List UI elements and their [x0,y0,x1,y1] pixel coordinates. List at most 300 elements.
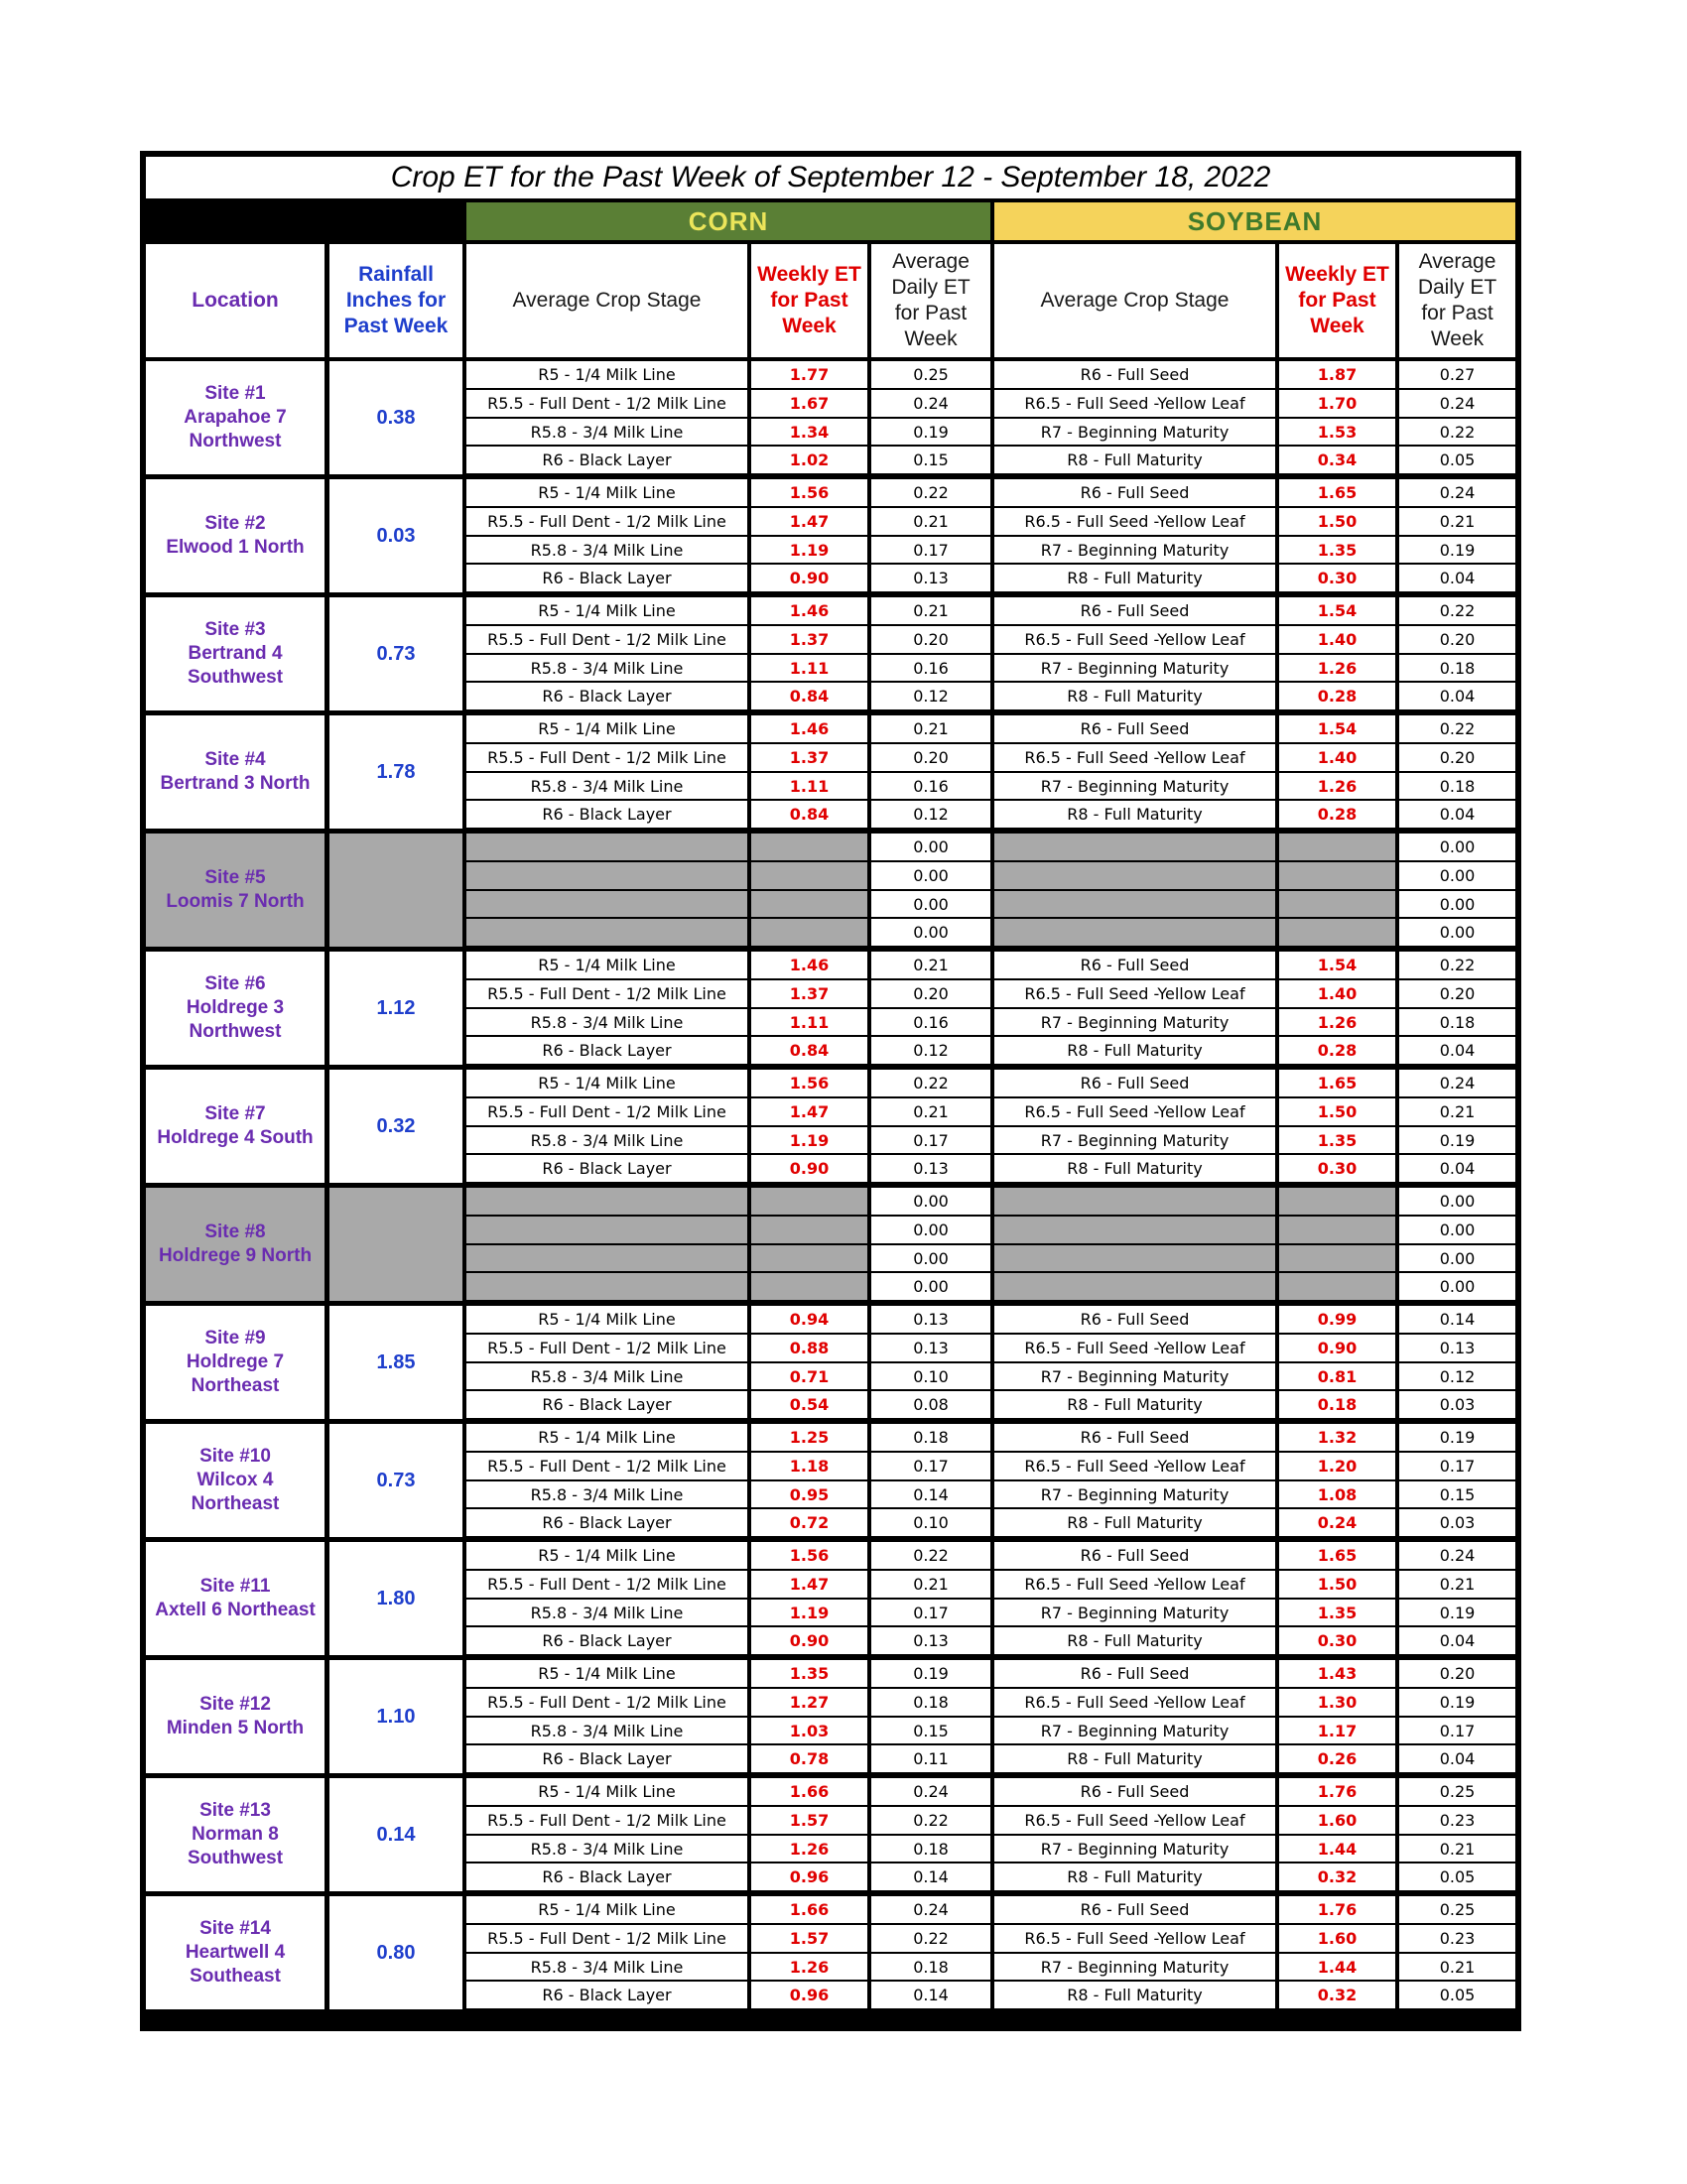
site-name-line: Site #8 [204,1221,266,1242]
corn-weekly-et-cell: 1.11 [751,773,867,799]
corn-weekly-et-cell: 1.56 [751,1070,867,1096]
soy-stage-cell [994,1273,1275,1300]
corn-stage-cell: R5.8 - 3/4 Milk Line [466,1363,747,1389]
corn-daily-et-cell: 0.24 [871,390,990,417]
corn-stage-cell: R6 - Black Layer [466,1627,747,1654]
soy-daily-et-cell: 0.00 [1399,1273,1515,1300]
corn-weekly-et-cell: 1.47 [751,1571,867,1598]
corn-daily-et-cell: 0.10 [871,1509,990,1536]
corn-weekly-et-cell: 1.26 [751,1954,867,1980]
soy-daily-et-cell: 0.25 [1399,1778,1515,1805]
soy-weekly-et-cell: 0.81 [1279,1363,1395,1389]
site-rainfall: 1.85 [329,1306,462,1419]
corn-weekly-et-cell: 1.46 [751,715,867,742]
corn-weekly-et-cell: 0.90 [751,1155,867,1182]
soy-weekly-et-cell: 1.26 [1279,1009,1395,1035]
soy-stage-cell: R7 - Beginning Maturity [994,655,1275,681]
corn-weekly-et-cell: 1.19 [751,1127,867,1153]
soy-stage-cell [994,1188,1275,1215]
soy-daily-et-cell: 0.24 [1399,1070,1515,1096]
corn-daily-et-cell: 0.17 [871,1600,990,1625]
soy-stage-cell: R6 - Full Seed [994,715,1275,742]
corn-daily-et-cell: 0.22 [871,1807,990,1834]
corn-weekly-et-cell: 0.90 [751,565,867,591]
soy-stage-cell: R7 - Beginning Maturity [994,1009,1275,1035]
corn-daily-et-cell: 0.19 [871,419,990,445]
corn-stage-cell: R5.5 - Full Dent - 1/2 Milk Line [466,1571,747,1598]
corn-weekly-et-cell: 1.37 [751,744,867,771]
site-rainfall: 1.78 [329,715,462,829]
site-name-line: Site #2 [204,513,266,534]
soy-stage-cell: R6 - Full Seed [994,1778,1275,1805]
soy-stage-cell [994,1217,1275,1243]
corn-weekly-et-cell: 0.54 [751,1391,867,1418]
corn-daily-et-cell: 0.20 [871,626,990,653]
corn-weekly-et-cell: 1.37 [751,980,867,1007]
soy-daily-et-cell: 0.14 [1399,1306,1515,1333]
corn-weekly-et-cell: 1.18 [751,1453,867,1479]
corn-daily-et-cell: 0.12 [871,1037,990,1064]
corn-weekly-et-cell [751,919,867,946]
corn-weekly-et-cell [751,1217,867,1243]
soy-weekly-et-cell [1279,862,1395,889]
corn-stage-cell: R5 - 1/4 Milk Line [466,361,747,388]
corn-weekly-et-cell [751,834,867,860]
soy-weekly-et-cell: 0.32 [1279,1863,1395,1890]
site-location [146,1070,324,1183]
corn-daily-et-cell: 0.10 [871,1363,990,1389]
soy-weekly-et-cell [1279,1273,1395,1300]
soy-weekly-et-cell: 1.65 [1279,479,1395,506]
soy-weekly-et-cell: 0.30 [1279,1627,1395,1654]
soy-weekly-et-cell: 0.90 [1279,1335,1395,1361]
site-name-line: Site #4 [204,749,266,770]
soy-stage-cell: R7 - Beginning Maturity [994,1954,1275,1980]
corn-weekly-et-cell: 0.95 [751,1481,867,1507]
corn-stage-cell: R5.5 - Full Dent - 1/2 Milk Line [466,980,747,1007]
soy-weekly-et-cell: 1.40 [1279,744,1395,771]
corn-stage-cell: R5.8 - 3/4 Milk Line [466,1127,747,1153]
corn-stage-cell: R6 - Black Layer [466,801,747,828]
site-name-line: Bertrand 3 North [160,773,311,794]
corn-weekly-et-cell: 1.03 [751,1718,867,1743]
corn-daily-et-cell: 0.20 [871,744,990,771]
soy-stage-cell: R6 - Full Seed [994,479,1275,506]
corn-weekly-et-cell: 1.47 [751,508,867,535]
soy-stage-cell: R6 - Full Seed [994,1896,1275,1923]
soy-stage-cell: R6 - Full Seed [994,597,1275,624]
corn-stage-cell: R5 - 1/4 Milk Line [466,1070,747,1096]
site-location [146,1188,324,1301]
corn-stage-cell: R5.8 - 3/4 Milk Line [466,655,747,681]
corn-daily-et-cell: 0.00 [871,891,990,917]
corn-stage-cell: R5.8 - 3/4 Milk Line [466,1481,747,1507]
soy-weekly-et-cell: 1.26 [1279,655,1395,681]
corn-daily-et-cell: 0.17 [871,537,990,563]
soy-daily-et-cell: 0.04 [1399,1037,1515,1064]
corn-weekly-et-cell [751,1188,867,1215]
soy-weekly-et-cell: 1.40 [1279,980,1395,1007]
soy-stage-cell: R6 - Full Seed [994,952,1275,978]
soy-daily-et-cell: 0.00 [1399,1245,1515,1271]
corn-daily-et-cell: 0.21 [871,952,990,978]
soy-daily-et-cell: 0.18 [1399,1009,1515,1035]
site-location [146,952,324,1065]
corn-daily-et-cell: 0.21 [871,715,990,742]
site-rainfall: 0.80 [329,1896,462,2009]
corn-weekly-et-cell: 0.84 [751,1037,867,1064]
soy-weekly-et-cell: 1.44 [1279,1954,1395,1980]
soy-stage-cell: R7 - Beginning Maturity [994,1363,1275,1389]
corn-daily-et-cell: 0.22 [871,479,990,506]
soy-weekly-et-cell: 1.44 [1279,1836,1395,1862]
corn-daily-et-cell: 0.00 [871,1188,990,1215]
soy-stage-cell: R6 - Full Seed [994,1306,1275,1333]
soy-daily-et-cell: 0.13 [1399,1335,1515,1361]
corn-stage-cell: R5.5 - Full Dent - 1/2 Milk Line [466,1453,747,1479]
site-rainfall [329,834,462,947]
corn-weekly-et-cell: 1.66 [751,1778,867,1805]
site-name-line: Arapahoe 7 [184,407,287,428]
table-title: Crop ET for the Past Week of September 12 - September 18, 2022 [146,157,1515,198]
soy-weekly-et-cell: 1.35 [1279,537,1395,563]
corn-daily-et-cell: 0.21 [871,1098,990,1125]
corn-weekly-et-cell: 1.34 [751,419,867,445]
corn-daily-et-cell: 0.22 [871,1070,990,1096]
corn-stage-cell: R5 - 1/4 Milk Line [466,1306,747,1333]
soy-daily-et-cell: 0.00 [1399,834,1515,860]
site-name-line: Holdrege 9 North [158,1245,313,1266]
corn-stage-cell: R5.8 - 3/4 Milk Line [466,419,747,445]
site-name-line: Northeast [191,1375,280,1396]
header-location: Location [146,244,324,357]
site-name-line: Southwest [187,667,284,688]
corn-daily-et-cell: 0.12 [871,801,990,828]
soy-daily-et-cell: 0.12 [1399,1363,1515,1389]
soy-weekly-et-cell: 0.30 [1279,1155,1395,1182]
corn-stage-cell: R5.5 - Full Dent - 1/2 Milk Line [466,1689,747,1716]
corn-weekly-et-cell: 0.84 [751,801,867,828]
soy-daily-et-cell: 0.25 [1399,1896,1515,1923]
corn-daily-et-cell: 0.13 [871,1335,990,1361]
soy-weekly-et-cell [1279,834,1395,860]
corn-stage-cell: R5 - 1/4 Milk Line [466,952,747,978]
soy-weekly-et-cell: 1.35 [1279,1600,1395,1625]
soy-daily-et-cell: 0.04 [1399,801,1515,828]
corn-weekly-et-cell: 0.96 [751,1863,867,1890]
soy-stage-cell: R6.5 - Full Seed -Yellow Leaf [994,1925,1275,1952]
site-name-line: Site #14 [199,1918,271,1939]
soy-weekly-et-cell: 1.43 [1279,1660,1395,1687]
soy-daily-et-cell: 0.18 [1399,773,1515,799]
corn-weekly-et-cell [751,1273,867,1300]
soy-daily-et-cell: 0.20 [1399,1660,1515,1687]
site-rainfall: 0.38 [329,361,462,474]
corn-stage-cell: R5.5 - Full Dent - 1/2 Milk Line [466,390,747,417]
soy-stage-cell: R6.5 - Full Seed -Yellow Leaf [994,1098,1275,1125]
corn-daily-et-cell: 0.22 [871,1542,990,1569]
soy-daily-et-cell: 0.20 [1399,744,1515,771]
corn-stage-cell [466,834,747,860]
corn-group-header: CORN [466,202,990,240]
corn-stage-cell: R5.5 - Full Dent - 1/2 Milk Line [466,508,747,535]
corn-stage-cell: R5.5 - Full Dent - 1/2 Milk Line [466,1807,747,1834]
soy-weekly-et-cell: 1.70 [1279,390,1395,417]
soy-stage-cell [994,891,1275,917]
soy-daily-et-cell: 0.22 [1399,952,1515,978]
soy-weekly-et-cell: 1.53 [1279,419,1395,445]
soy-daily-et-cell: 0.19 [1399,537,1515,563]
corn-daily-et-cell: 0.15 [871,1718,990,1743]
corn-weekly-et-cell: 1.02 [751,447,867,473]
soy-weekly-et-cell [1279,1245,1395,1271]
corn-stage-cell [466,1188,747,1215]
corn-weekly-et-cell: 1.56 [751,479,867,506]
soy-daily-et-cell: 0.19 [1399,1600,1515,1625]
soy-daily-et-cell: 0.23 [1399,1807,1515,1834]
corn-stage-cell [466,1245,747,1271]
header-soy-weekly-et: Weekly ET for Past Week [1279,244,1395,357]
header-rainfall: Rainfall Inches for Past Week [329,244,462,357]
soy-stage-cell: R8 - Full Maturity [994,565,1275,591]
soy-weekly-et-cell: 0.18 [1279,1391,1395,1418]
soy-daily-et-cell: 0.21 [1399,1836,1515,1862]
corn-weekly-et-cell: 0.96 [751,1982,867,2008]
soy-stage-cell: R8 - Full Maturity [994,683,1275,709]
corn-daily-et-cell: 0.00 [871,834,990,860]
site-name-line: Bertrand 4 [188,643,283,664]
soy-weekly-et-cell: 1.60 [1279,1925,1395,1952]
soy-stage-cell: R8 - Full Maturity [994,1391,1275,1418]
soy-weekly-et-cell: 0.26 [1279,1745,1395,1772]
soy-weekly-et-cell: 1.54 [1279,597,1395,624]
soy-weekly-et-cell: 1.65 [1279,1542,1395,1569]
corn-weekly-et-cell: 1.19 [751,1600,867,1625]
corn-stage-cell: R5.8 - 3/4 Milk Line [466,773,747,799]
corn-weekly-et-cell: 0.84 [751,683,867,709]
corn-weekly-et-cell: 1.46 [751,952,867,978]
corn-weekly-et-cell: 0.90 [751,1627,867,1654]
soy-daily-et-cell: 0.04 [1399,1745,1515,1772]
site-name-line: Elwood 1 North [166,537,305,558]
corn-daily-et-cell: 0.24 [871,1778,990,1805]
soy-daily-et-cell: 0.19 [1399,1424,1515,1451]
corn-daily-et-cell: 0.18 [871,1689,990,1716]
soy-stage-cell [994,1245,1275,1271]
soy-daily-et-cell: 0.00 [1399,862,1515,889]
soy-weekly-et-cell: 1.76 [1279,1778,1395,1805]
soy-daily-et-cell: 0.20 [1399,626,1515,653]
site-name-line: Site #3 [204,619,266,640]
soy-weekly-et-cell: 1.50 [1279,1098,1395,1125]
header-corn-stage: Average Crop Stage [466,244,747,357]
soy-daily-et-cell: 0.18 [1399,655,1515,681]
soy-weekly-et-cell: 1.08 [1279,1481,1395,1507]
soy-stage-cell: R8 - Full Maturity [994,1982,1275,2008]
corn-daily-et-cell: 0.12 [871,683,990,709]
soy-weekly-et-cell: 1.20 [1279,1453,1395,1479]
site-location [146,479,324,592]
site-location [146,361,324,474]
site-rainfall [329,1188,462,1301]
site-location [146,834,324,947]
soy-weekly-et-cell: 1.30 [1279,1689,1395,1716]
corn-daily-et-cell: 0.17 [871,1127,990,1153]
corn-stage-cell: R5.5 - Full Dent - 1/2 Milk Line [466,626,747,653]
soy-stage-cell: R8 - Full Maturity [994,1037,1275,1064]
site-location [146,597,324,710]
corn-weekly-et-cell: 0.88 [751,1335,867,1361]
corn-weekly-et-cell: 1.11 [751,1009,867,1035]
soy-stage-cell: R6 - Full Seed [994,1660,1275,1687]
corn-stage-cell: R5.8 - 3/4 Milk Line [466,537,747,563]
site-name-line: Site #11 [199,1576,271,1597]
corn-stage-cell: R6 - Black Layer [466,1982,747,2008]
soy-daily-et-cell: 0.21 [1399,1571,1515,1598]
corn-stage-cell: R5.5 - Full Dent - 1/2 Milk Line [466,1098,747,1125]
corn-daily-et-cell: 0.00 [871,1217,990,1243]
soy-daily-et-cell: 0.04 [1399,565,1515,591]
corn-daily-et-cell: 0.18 [871,1836,990,1862]
soy-stage-cell: R7 - Beginning Maturity [994,1836,1275,1862]
corn-daily-et-cell: 0.13 [871,1627,990,1654]
corn-daily-et-cell: 0.14 [871,1982,990,2008]
site-name-line: Site #7 [204,1103,266,1124]
soy-stage-cell: R6.5 - Full Seed -Yellow Leaf [994,626,1275,653]
soy-stage-cell: R6.5 - Full Seed -Yellow Leaf [994,1689,1275,1716]
site-rainfall: 0.73 [329,1424,462,1537]
corn-stage-cell: R5 - 1/4 Milk Line [466,597,747,624]
site-name-line: Site #10 [199,1446,271,1467]
corn-stage-cell [466,1217,747,1243]
site-name-line: Minden 5 North [166,1718,305,1738]
site-location [146,1306,324,1419]
corn-daily-et-cell: 0.21 [871,508,990,535]
corn-daily-et-cell: 0.25 [871,361,990,388]
corn-daily-et-cell: 0.13 [871,1306,990,1333]
corn-daily-et-cell: 0.21 [871,1571,990,1598]
corn-weekly-et-cell: 1.35 [751,1660,867,1687]
corn-daily-et-cell: 0.13 [871,565,990,591]
site-name-line: Holdrege 7 [186,1351,285,1372]
corn-stage-cell: R6 - Black Layer [466,447,747,473]
corn-stage-cell: R5.5 - Full Dent - 1/2 Milk Line [466,1925,747,1952]
corn-weekly-et-cell: 1.25 [751,1424,867,1451]
soy-stage-cell: R7 - Beginning Maturity [994,1481,1275,1507]
header-soy-daily-et: Average Daily ET for Past Week [1399,244,1515,357]
soybean-group-header: SOYBEAN [994,202,1515,240]
soy-stage-cell: R8 - Full Maturity [994,447,1275,473]
corn-weekly-et-cell: 1.47 [751,1098,867,1125]
corn-daily-et-cell: 0.00 [871,862,990,889]
site-name-line: Holdrege 3 [186,997,285,1018]
soy-daily-et-cell: 0.00 [1399,1188,1515,1215]
corn-weekly-et-cell: 1.57 [751,1925,867,1952]
corn-stage-cell: R5.5 - Full Dent - 1/2 Milk Line [466,744,747,771]
site-name-line: Norman 8 [192,1824,279,1845]
soy-weekly-et-cell: 0.34 [1279,447,1395,473]
soy-daily-et-cell: 0.04 [1399,1627,1515,1654]
soy-stage-cell: R7 - Beginning Maturity [994,537,1275,563]
corn-daily-et-cell: 0.08 [871,1391,990,1418]
corn-daily-et-cell: 0.24 [871,1896,990,1923]
soy-weekly-et-cell: 0.99 [1279,1306,1395,1333]
corn-weekly-et-cell: 1.27 [751,1689,867,1716]
site-name-line: Northeast [191,1493,280,1514]
soy-daily-et-cell: 0.05 [1399,1863,1515,1890]
corn-stage-cell: R5 - 1/4 Milk Line [466,1778,747,1805]
soy-stage-cell [994,862,1275,889]
soy-daily-et-cell: 0.15 [1399,1481,1515,1507]
corn-stage-cell: R6 - Black Layer [466,1745,747,1772]
site-name-line: Axtell 6 Northeast [155,1600,316,1620]
soy-stage-cell: R7 - Beginning Maturity [994,1718,1275,1743]
site-rainfall: 0.03 [329,479,462,592]
site-name-line: Site #12 [199,1694,271,1715]
corn-weekly-et-cell: 1.57 [751,1807,867,1834]
corn-stage-cell: R5.8 - 3/4 Milk Line [466,1009,747,1035]
corn-stage-cell: R5 - 1/4 Milk Line [466,1896,747,1923]
corn-daily-et-cell: 0.00 [871,919,990,946]
soy-weekly-et-cell: 1.54 [1279,952,1395,978]
site-rainfall: 0.14 [329,1778,462,1891]
soy-weekly-et-cell: 1.50 [1279,508,1395,535]
soy-stage-cell: R7 - Beginning Maturity [994,773,1275,799]
soy-stage-cell: R8 - Full Maturity [994,1745,1275,1772]
corn-weekly-et-cell: 1.46 [751,597,867,624]
corn-stage-cell: R6 - Black Layer [466,1037,747,1064]
soy-stage-cell [994,919,1275,946]
soy-weekly-et-cell: 0.28 [1279,1037,1395,1064]
corn-daily-et-cell: 0.18 [871,1954,990,1980]
soy-daily-et-cell: 0.04 [1399,1155,1515,1182]
soy-weekly-et-cell: 1.35 [1279,1127,1395,1153]
site-name-line: Wilcox 4 [196,1470,274,1490]
soy-weekly-et-cell: 1.76 [1279,1896,1395,1923]
site-location [146,1542,324,1655]
corn-weekly-et-cell: 0.71 [751,1363,867,1389]
corn-weekly-et-cell [751,1245,867,1271]
corn-weekly-et-cell: 0.72 [751,1509,867,1536]
soy-stage-cell: R6.5 - Full Seed -Yellow Leaf [994,390,1275,417]
soy-stage-cell: R6.5 - Full Seed -Yellow Leaf [994,508,1275,535]
corn-daily-et-cell: 0.17 [871,1453,990,1479]
soy-stage-cell: R8 - Full Maturity [994,801,1275,828]
corn-daily-et-cell: 0.11 [871,1745,990,1772]
soy-stage-cell [994,834,1275,860]
soy-daily-et-cell: 0.21 [1399,508,1515,535]
site-name-line: Southeast [190,1966,281,1987]
corn-stage-cell: R6 - Black Layer [466,1509,747,1536]
corn-daily-et-cell: 0.20 [871,980,990,1007]
corn-stage-cell: R6 - Black Layer [466,565,747,591]
corn-daily-et-cell: 0.22 [871,1925,990,1952]
soy-daily-et-cell: 0.20 [1399,980,1515,1007]
soy-stage-cell: R6 - Full Seed [994,1424,1275,1451]
header-soy-stage: Average Crop Stage [994,244,1275,357]
corn-daily-et-cell: 0.00 [871,1273,990,1300]
corn-stage-cell: R6 - Black Layer [466,1863,747,1890]
site-location [146,1896,324,2009]
corn-weekly-et-cell: 1.56 [751,1542,867,1569]
corn-stage-cell: R6 - Black Layer [466,1391,747,1418]
soy-stage-cell: R6.5 - Full Seed -Yellow Leaf [994,1335,1275,1361]
corn-weekly-et-cell: 1.37 [751,626,867,653]
soy-daily-et-cell: 0.00 [1399,891,1515,917]
soy-weekly-et-cell: 0.30 [1279,565,1395,591]
soy-stage-cell: R6.5 - Full Seed -Yellow Leaf [994,1453,1275,1479]
soy-weekly-et-cell: 0.28 [1279,683,1395,709]
